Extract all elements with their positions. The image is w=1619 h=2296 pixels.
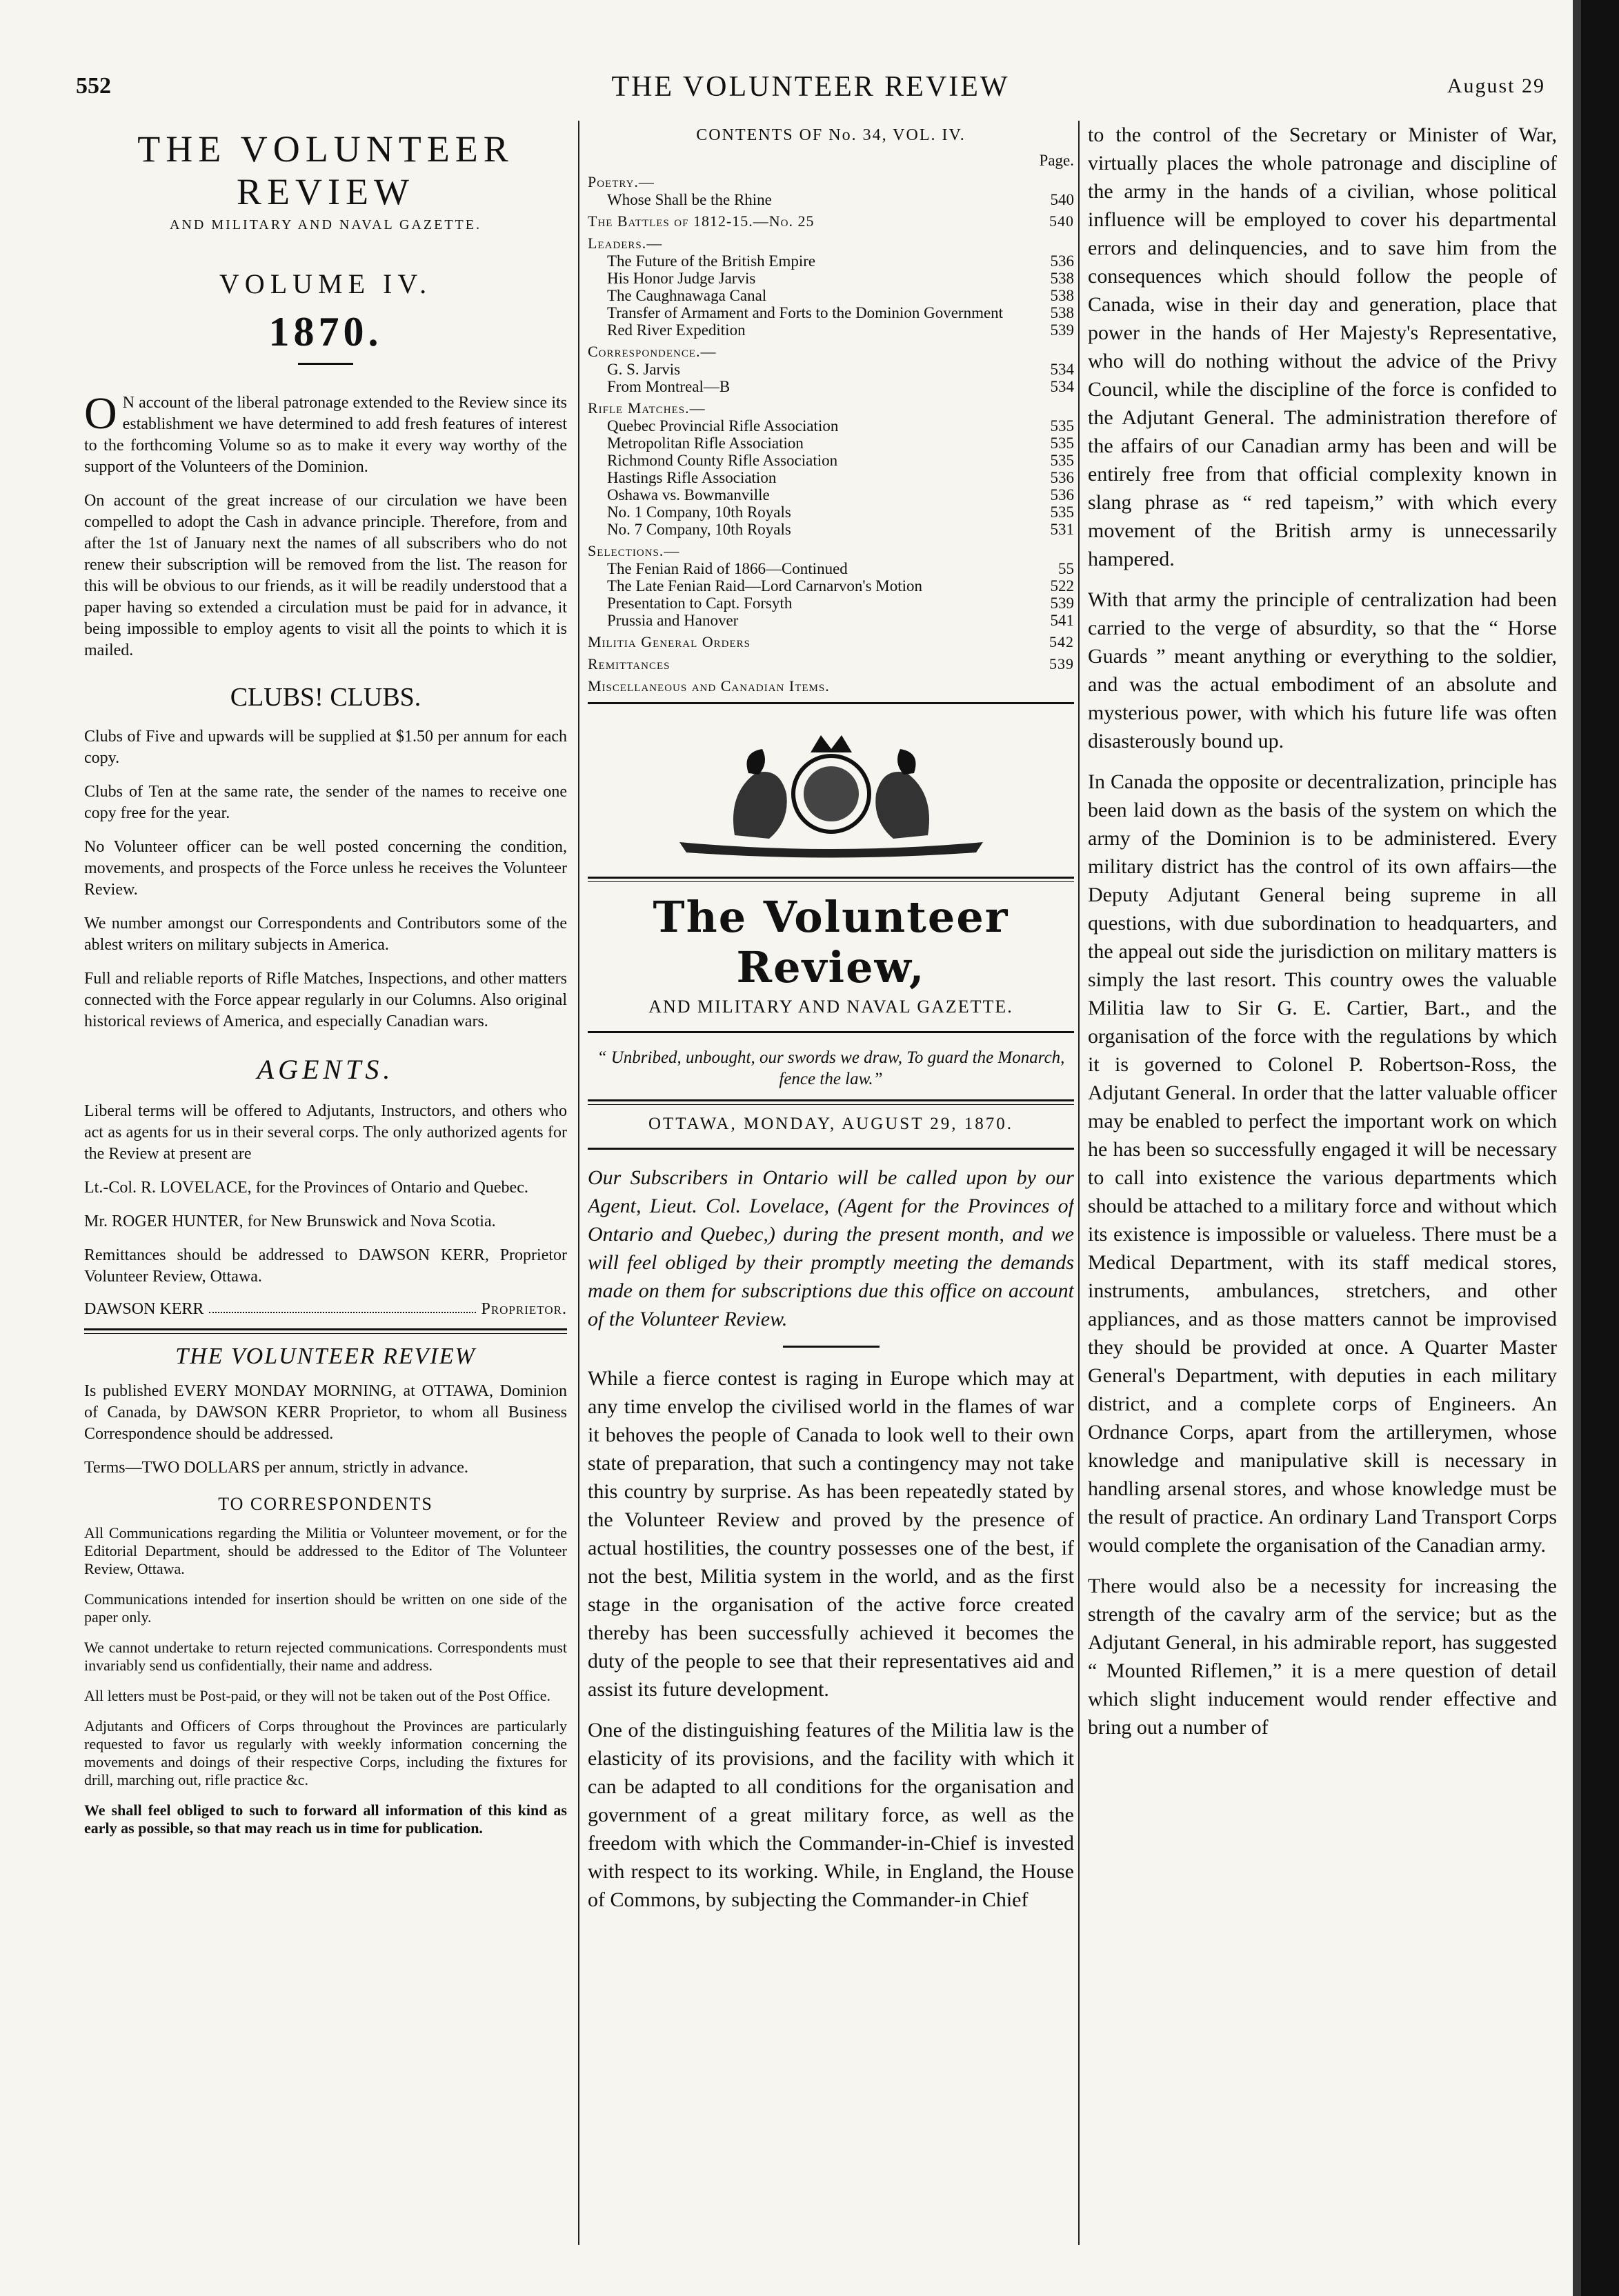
contents-entry: The Late Fenian Raid—Lord Carnarvon's Motion 522: [607, 577, 1074, 595]
divider: [84, 1328, 567, 1334]
running-date: August 29: [1447, 74, 1545, 97]
contents-entry: Presentation to Capt. Forsyth 539: [607, 595, 1074, 612]
correspondents-paragraph: Communications intended for insertion should be written on one side of the paper only.: [84, 1590, 567, 1626]
divider: [588, 702, 1074, 704]
divider: [588, 1099, 1074, 1105]
clubs-paragraph: We number amongst our Correspondents and Contributors some of the ablest writers on military subjects in America.: [84, 915, 567, 954]
contents-entry: Richmond County Rifle Association 535: [607, 452, 1074, 469]
publication-heading: THE VOLUNTEER REVIEW: [175, 1344, 476, 1369]
page-edge: [1581, 0, 1619, 2296]
volume-label: VOLUME IV.: [219, 268, 433, 299]
contents-section: Miscellaneous and Canadian Items.: [588, 677, 830, 695]
contents-section: Correspondence.—: [588, 343, 717, 360]
contents-section: Selections.—: [588, 542, 680, 559]
article-paragraph: There would also be a necessity for increasing the strength of the cavalry arm of the service; but as the Adjutant General, in his admirable report, has suggested “ Mounted Riflemen,” it is a mere question of detail which slight inducement would render effective and bring out a number of: [1088, 1575, 1557, 1739]
royal-arms-crest: [652, 725, 1011, 863]
contents-section: The Battles of 1812-15.—No. 25 540: [588, 212, 1074, 230]
agents-paragraph: Lt.-Col. R. LOVELACE, for the Provinces of Ontario and Quebec.: [84, 1179, 528, 1197]
terms-paragraph: Terms—TWO DOLLARS per annum, strictly in advance.: [84, 1459, 468, 1477]
page-number: 552: [76, 73, 111, 99]
article-paragraph: With that army the principle of centralization had been carried to the verge of absurdity, so that the “ Horse Guards ” meant anything or everything to the soldier, and was the actual embodiment of an absolute and mysterious power, with which his future life was often disasterously bound up.: [1088, 588, 1557, 752]
contents-section: Rifle Matches.—: [588, 399, 706, 417]
contents-entry: The Caughnawaga Canal 538: [607, 287, 1074, 304]
contents-entry: His Honor Judge Jarvis 538: [607, 270, 1074, 287]
year-label: 1870.: [268, 309, 383, 355]
paper-name: The Volunteer Review,: [653, 892, 1009, 992]
clubs-paragraph: Clubs of Ten at the same rate, the sender of the names to receive one copy free for the year.: [84, 783, 567, 822]
contents-entry: Metropolitan Rifle Association 535: [607, 435, 1074, 452]
correspondents-heading: TO CORRESPONDENTS: [218, 1494, 433, 1514]
contents-entry: Quebec Provincial Rifle Association 535: [607, 417, 1074, 435]
page-edge-shadow: [1573, 0, 1581, 2296]
divider: [588, 1148, 1074, 1150]
contents-entry: Whose Shall be the Rhine 540: [607, 191, 1074, 208]
article-paragraph: While a fierce contest is raging in Europe which may at any time envelop the civilised world in the flames of war it behoves the people of Canada to look well to their own state of preparation, that such a contingency may not take this country by surprise. As has been repeatedly stated by the Volunteer Review and proved by the presence of actual hostilities, the country possesses one of the best, if not the best, Militia system in the world, and as the first stage in the organisation of the active force created thereby has been successfully achieved it becomes the duty of the people to see that their representatives aid and assist its future development.: [588, 1367, 1074, 1701]
drop-cap: O: [84, 388, 117, 439]
article-paragraph: to the control of the Secretary or Minister of War, virtually places the whole patronage and discipline of the army in the hands of a civilian, whose political influence will be employed to cover his departmental errors and delinquencies, and to save him from the consequences which should follow the people of Canada, wise in their day and generation, place that power in the hands of Her Majesty's Representative, who will do nothing without the advice of the Privy Council, while the discipline of the force is confided to the Adjutant General. The administration therefore of the affairs of our Canadian army has been and will be entirely free from that official complexity known in slang phrase as “ red tapeism,” with which every movement of the British army is unnecessarily hampered.: [1088, 123, 1557, 570]
clubs-paragraph: Full and reliable reports of Rifle Matches, Inspections, and other matters connected with the Force appear regularly in our Columns. Also original historical reviews of America, and especially Canadian wars.: [84, 970, 567, 1030]
page-header: [76, 69, 1545, 117]
column-2: [588, 121, 1074, 2245]
correspondents-paragraph: We shall feel obliged to such to forward all information of this kind as early as possible, so that may reach us in time for publication.: [84, 1801, 567, 1837]
divider: [783, 1346, 880, 1348]
contents-entry: Hastings Rifle Association 536: [607, 469, 1074, 486]
cash-paragraph: On account of the great increase of our circulation we have been compelled to adopt the Cash in advance principle. Therefore, from and after the 1st of January next the names of all subscribers who do not renew their subscription will be removed from the list. The reason for this will be obvious to our friends, as it will be readily understood that a paper having so extended a circulation must be paid for in advance, it being impossible to employ agents to visit all the points to which it is mailed.: [84, 492, 567, 659]
contents-section: Poetry.—: [588, 173, 655, 190]
contents-entry: Oshawa vs. Bowmanville 536: [607, 486, 1074, 503]
article-paragraph: In Canada the opposite or decentralization, principle has been laid down as the basis of the system on which the army of the Dominion is to be administered. Every military district has the control of its own affairs—the Deputy Adjutant General being supreme in all questions, with due subordination to headquarters, and the appeal out side the jurisdiction on military matters is simply the last resort. This country owes the valuable Militia law to Sir G. E. Cartier, Bart., and the organisation of the force with the regulations by which it is governed to Colonel P. Robertson-Ross, the Adjutant General. In order that the latter valuable officer may be enabled to perfect the important work on which he has been so successfully engaged it will be necessary to call into existence the various departments which should be attached to a military force and without which its existence is impossible or valueless. There must be a Medical Department, with its staff medical stores, instruments, ambulances, stretchers, and other appliances, and as those matters cannot be improvised they should be provided at once. A Quarter Master General's Department, with deputies in each military district, and a complete corps of Engineers. An Ordnance Corps, apart from the artillerymen, whose knowledge and manipulative skill is necessary in handling arsenal stores, and whose knowledge must be the result of practice. An ordinary Land Transport Corps would complete the organisation of the Canadian army.: [1088, 770, 1557, 1557]
divider: [588, 877, 1074, 882]
proprietor-signature: DAWSON KERR Proprietor.: [84, 1300, 567, 1318]
masthead-subtitle: AND MILITARY AND NAVAL GAZETTE.: [170, 217, 481, 232]
publication-paragraph: Is published EVERY MONDAY MORNING, at OTTAWA, Dominion of Canada, by DAWSON KERR Proprietor, to whom all Business Correspondence should be addressed.: [84, 1382, 567, 1443]
contents-section: Remittances 539: [588, 655, 1074, 672]
contents-entry: The Fenian Raid of 1866—Continued 55: [607, 560, 1074, 577]
contents-entry: Prussia and Hanover 541: [607, 612, 1074, 629]
correspondents-paragraph: All letters must be Post-paid, or they will not be taken out of the Post Office.: [84, 1687, 550, 1704]
contents-entry: No. 1 Company, 10th Royals 535: [607, 503, 1074, 521]
table-of-contents: [588, 173, 1074, 695]
intro-paragraph: O N account of the liberal patronage extended to the Review since its establishment we have determined to add fresh features of interest to the forthcoming Volume so as to make it every way worthy of the support of the Volunteers of the Dominion.: [84, 388, 567, 476]
column-rule: [1078, 121, 1080, 2245]
clubs-paragraph: Clubs of Five and upwards will be supplied at $1.50 per annum for each copy.: [84, 728, 567, 767]
gazette-subtitle: AND MILITARY AND NAVAL GAZETTE.: [648, 997, 1013, 1017]
clubs-paragraph: No Volunteer officer can be well posted concerning the condition, movements, and prospects of the Force unless he receives the Volunteer Review.: [84, 838, 567, 899]
contents-entry: From Montreal—B 534: [607, 378, 1074, 395]
masthead-title: THE VOLUNTEER REVIEW: [137, 128, 514, 212]
contents-entry: G. S. Jarvis 534: [607, 361, 1074, 378]
column-3: [1088, 121, 1557, 2245]
contents-entry: The Future of the British Empire 536: [607, 252, 1074, 270]
contents-section: Militia General Orders 542: [588, 633, 1074, 650]
contents-entry: No. 7 Company, 10th Royals 531: [607, 521, 1074, 538]
contents-heading: CONTENTS OF No. 34, VOL. IV.: [696, 126, 966, 144]
contents-page-label-row: Page.: [1039, 152, 1074, 169]
column-1: [84, 121, 567, 2245]
contents-section: Leaders.—: [588, 234, 663, 252]
correspondents-paragraph: Adjutants and Officers of Corps throughout the Provinces are particularly requested to favor us regularly with weekly information concerning the movements and doings of their respective Corps, including the fixtures for drill, marching out, rifle practice &c.: [84, 1717, 567, 1788]
agents-paragraph: Mr. ROGER HUNTER, for New Brunswick and Nova Scotia.: [84, 1212, 496, 1230]
article-paragraph: One of the distinguishing features of the Militia law is the elasticity of its provisions, and the facility with which it can be adapted to all conditions for the organisation and government of a great military force, as well as the freedom with which the Commander-in-Chief is invested with respect to its working. While, in England, the House of Commons, by subjecting the Commander-in Chief: [588, 1719, 1074, 1911]
subscriber-notice: Our Subscribers in Ontario will be called upon by our Agent, Lieut. Col. Lovelace, (Agent for the Provinces of Ontario and Quebec,) during the present month, and we will feel obliged by their promptly meeting the demands made on them for subscriptions due this office on account of the Volunteer Review.: [588, 1166, 1074, 1330]
divider: [298, 363, 353, 365]
clubs-heading: CLUBS! CLUBS.: [230, 683, 421, 712]
contents-entry: Red River Expedition 539: [607, 321, 1074, 339]
correspondents-paragraph: We cannot undertake to return rejected communications. Correspondents must invariably send us confidentially, their name and address.: [84, 1639, 567, 1674]
agents-paragraph: Liberal terms will be offered to Adjutants, Instructors, and others who act as agents for us in their several corps. The only authorized agents for the Review at present are: [84, 1102, 567, 1163]
column-rule: [578, 121, 579, 2245]
issue-date: OTTAWA, MONDAY, AUGUST 29, 1870.: [648, 1115, 1014, 1133]
agents-paragraph: Remittances should be addressed to DAWSON KERR, Proprietor Volunteer Review, Ottawa.: [84, 1246, 567, 1286]
paper-motto: “ Unbribed, unbought, our swords we draw, To guard the Monarch, fence the law.”: [597, 1048, 1065, 1088]
contents-entry: Transfer of Armament and Forts to the Dominion Government 538: [607, 304, 1074, 321]
running-title: THE VOLUNTEER REVIEW: [611, 71, 1010, 103]
divider: [588, 1031, 1074, 1033]
correspondents-paragraph: All Communications regarding the Militia or Volunteer movement, or for the Editorial Department, should be addressed to the Editor of The Volunteer Review, Ottawa.: [84, 1524, 567, 1577]
agents-heading: AGENTS.: [257, 1054, 395, 1085]
